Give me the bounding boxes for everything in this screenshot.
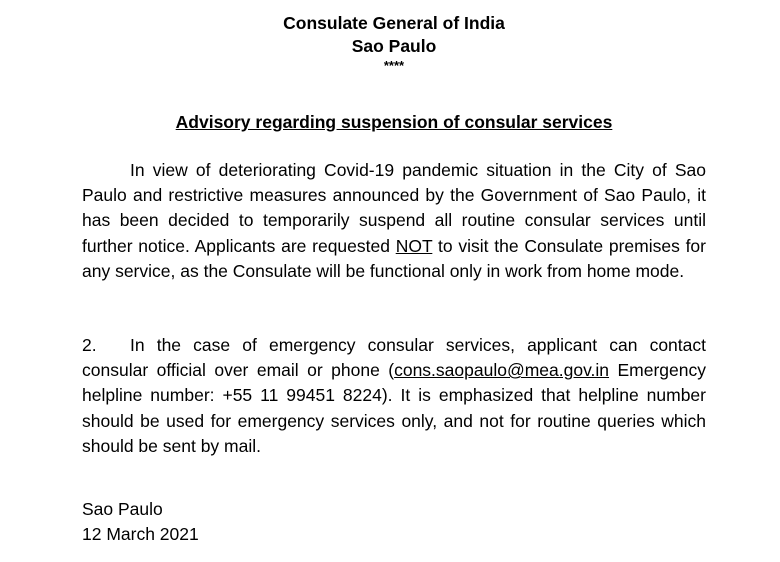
consulate-city: Sao Paulo [351, 36, 437, 56]
paragraph-2-text-end: Emergency helpline number: +55 11 99451 8224). It is emphasized that helpline number should be used for emergency services only, and not for routine queries which should be sent by mail. [82, 360, 706, 456]
emphasis-not: NOT [395, 235, 433, 256]
consulate-name: Consulate General of India [283, 13, 505, 33]
paragraph-1 [82, 158, 706, 284]
signature-block [82, 497, 199, 547]
email-link[interactable]: cons.saopaulo@mea.gov.in [394, 360, 610, 381]
paragraph-1-text-end: to visit the Consulate premises for any service, as the Consulate will be functional only in work from home mode. [82, 235, 706, 281]
advisory-subject [82, 110, 706, 134]
signature-place: Sao Paulo [82, 499, 163, 519]
paragraph-2-text-start: In the case of emergency consular services, applicant can contact consular official over email or phone ( [82, 335, 706, 381]
paragraph-number: 2. [82, 335, 97, 355]
paragraph-1-text-start: In view of deteriorating Covid-19 pandemic situation in the City of Sao Paulo and restrictive measures announced by the Government of Sao Paulo, it has been decided to temporarily suspend all routine consular services until further notice. Applicants are requested [82, 160, 706, 256]
separator-stars: **** [383, 58, 405, 73]
signature-date: 12 March 2021 [82, 524, 199, 545]
letterhead [82, 12, 706, 74]
subject-text: Advisory regarding suspension of consular services [175, 112, 613, 132]
paragraph-2 [82, 333, 706, 459]
